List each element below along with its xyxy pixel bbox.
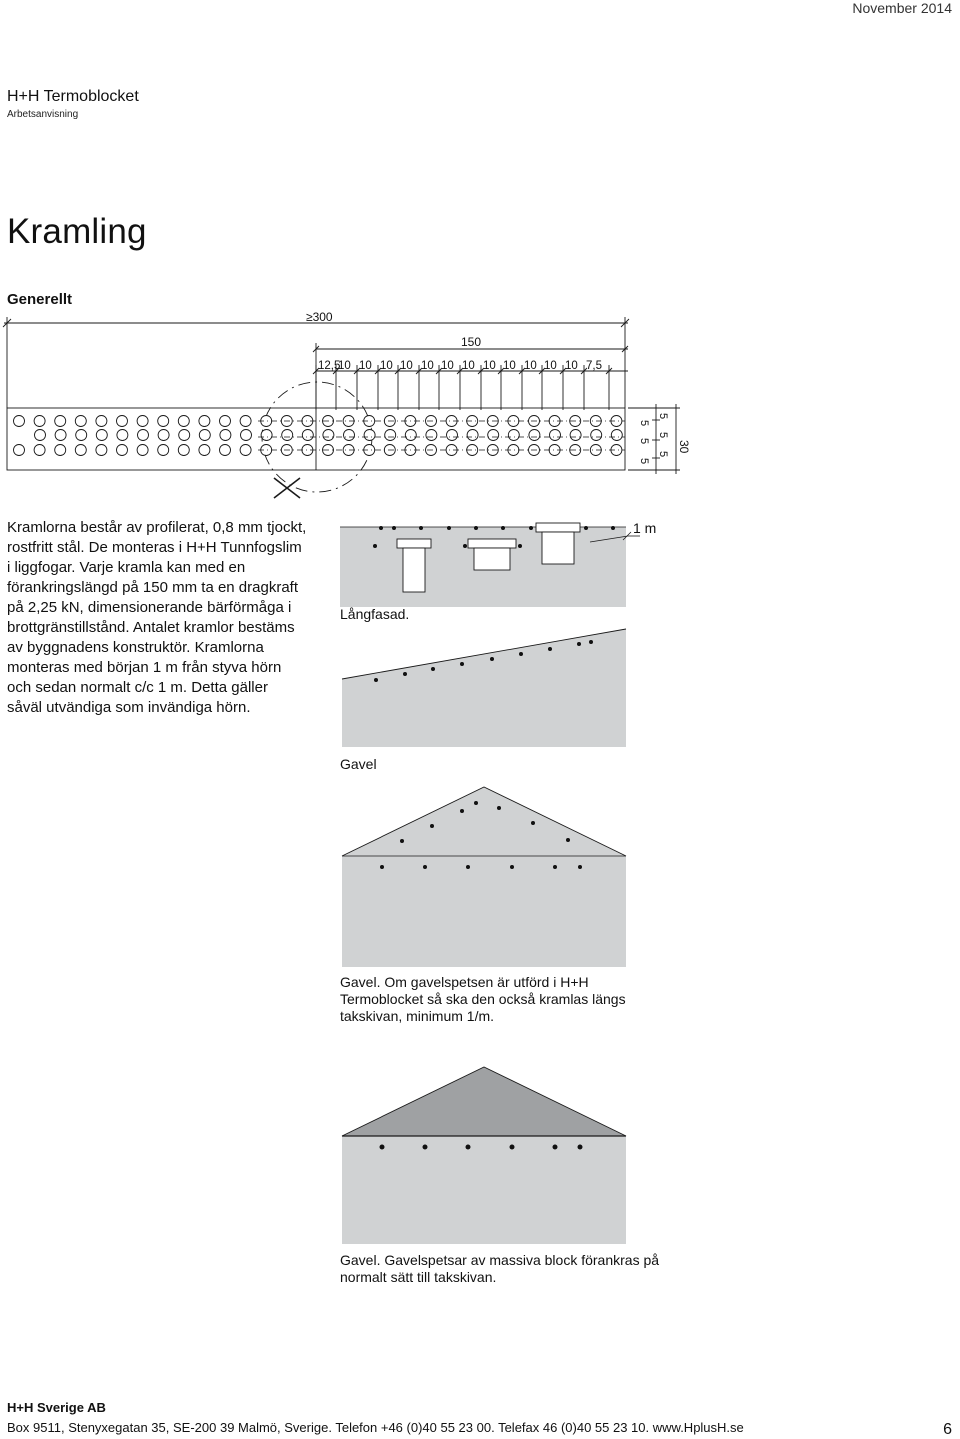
longfasad-figure: [340, 515, 670, 610]
hole: [75, 416, 86, 427]
dim-height-total-label: 30: [677, 440, 691, 454]
hole: [75, 445, 86, 456]
hole: [179, 430, 190, 441]
segment-label: 10: [359, 360, 372, 372]
hole: [76, 430, 87, 441]
hole: [14, 445, 25, 456]
hole: [467, 430, 478, 441]
segment-label: 10: [462, 360, 475, 372]
gavel-caption: Gavel: [340, 756, 377, 772]
segment-label: 10: [338, 360, 351, 372]
hole: [261, 430, 272, 441]
distance-label: 1 m: [633, 520, 657, 536]
dim-anchor-label: 150: [461, 335, 482, 349]
hole: [158, 430, 169, 441]
hole: [302, 430, 313, 441]
gavel-massive-figure: [340, 1065, 630, 1247]
hole: [96, 430, 107, 441]
segment-label: 12,5: [318, 360, 341, 372]
hole: [199, 430, 210, 441]
height-part-label: 5: [657, 451, 669, 458]
document-type: Arbetsanvisning: [7, 109, 79, 120]
segment-label: 10: [483, 360, 496, 372]
hole: [34, 445, 45, 456]
segment-label: 10: [524, 360, 537, 372]
gavel-termoblock-figure: [340, 785, 630, 970]
gavel-massive-caption: Gavel. Gavelspetsar av massiva block förankras på normalt sätt till takskivan.: [340, 1252, 660, 1285]
longfasad-caption: Långfasad.: [340, 606, 410, 622]
hole: [508, 430, 519, 441]
hole: [323, 430, 334, 441]
hole: [364, 430, 375, 441]
hole: [117, 445, 128, 456]
dim-total-label: ≥300: [306, 310, 333, 324]
footer-company: H+H Sverige AB: [7, 1400, 106, 1415]
height-part-label: 5: [657, 432, 669, 439]
hole: [55, 430, 66, 441]
section-heading: Generellt: [7, 291, 73, 308]
segment-label: 7,5: [586, 360, 602, 372]
hole: [138, 430, 149, 441]
hole: [55, 445, 66, 456]
tie-strip-drawing: [0, 300, 700, 505]
hole: [220, 430, 231, 441]
hole: [117, 430, 128, 441]
brand-name: H+H Termoblocket: [7, 88, 139, 105]
hole: [55, 416, 66, 427]
hole: [137, 445, 148, 456]
hole: [570, 430, 581, 441]
hole: [178, 416, 189, 427]
hole: [178, 445, 189, 456]
segment-label: 10: [503, 360, 516, 372]
hole: [240, 445, 251, 456]
segment-label: 10: [565, 360, 578, 372]
hole: [344, 430, 355, 441]
body-paragraph: Kramlorna består av profilerat, 0,8 mm tjockt, rostfritt stål. De monteras i H+H Tunnfogslim i liggfogar. Varje kramla kan med en förankringslängd på 150 mm ta en dragkraft på 2,25 kN, dimensionerande bärförmåga i brottgränstillstånd. Antalet kramlor bestäms av byggnadens konstruktör. Kramlorna monteras med början 1 m från styva hörn och sedan normalt c/c 1 m. Detta gäller såväl utvändiga som invändiga hörn.: [7, 519, 307, 716]
hole: [199, 416, 210, 427]
hole: [241, 430, 252, 441]
hole: [137, 416, 148, 427]
hole: [14, 416, 25, 427]
hole: [591, 430, 602, 441]
hole: [96, 445, 107, 456]
hole: [158, 445, 169, 456]
hole: [96, 416, 107, 427]
hole: [611, 430, 622, 441]
hole: [35, 430, 46, 441]
hole: [426, 430, 437, 441]
height-part-label: 5: [638, 420, 650, 427]
height-part-label: 5: [657, 413, 669, 420]
height-part-label: 5: [638, 458, 650, 465]
hole: [220, 416, 231, 427]
page-title: Kramling: [7, 212, 147, 251]
hole: [240, 416, 251, 427]
segment-label: 10: [380, 360, 393, 372]
hole: [158, 416, 169, 427]
hole: [199, 445, 210, 456]
hole: [34, 416, 45, 427]
segment-label: 10: [421, 360, 434, 372]
gavel-slope-figure: [340, 627, 630, 752]
gavel-termoblock-caption: Gavel. Om gavelspetsen är utförd i H+H Termoblocket så ska den också kramlas längs takskivan, minimum 1/m.: [340, 974, 626, 1024]
hole: [488, 430, 499, 441]
height-part-label: 5: [638, 438, 650, 445]
hole: [117, 416, 128, 427]
document-date: November 2014: [852, 0, 952, 16]
footer-address: Box 9511, Stenyxegatan 35, SE-200 39 Malmö, Sverige. Telefon +46 (0)40 55 23 00. Telefax 46 (0)40 55 23 10. www.HplusH.se: [7, 1420, 744, 1435]
segment-label: 10: [441, 360, 454, 372]
hole: [405, 430, 416, 441]
hole: [447, 430, 458, 441]
hole: [550, 430, 561, 441]
hole: [282, 430, 293, 441]
hole: [529, 430, 540, 441]
segment-label: 10: [400, 360, 413, 372]
page-number: 6: [943, 1421, 952, 1438]
hole: [385, 430, 396, 441]
hole: [220, 445, 231, 456]
segment-label: 10: [544, 360, 557, 372]
